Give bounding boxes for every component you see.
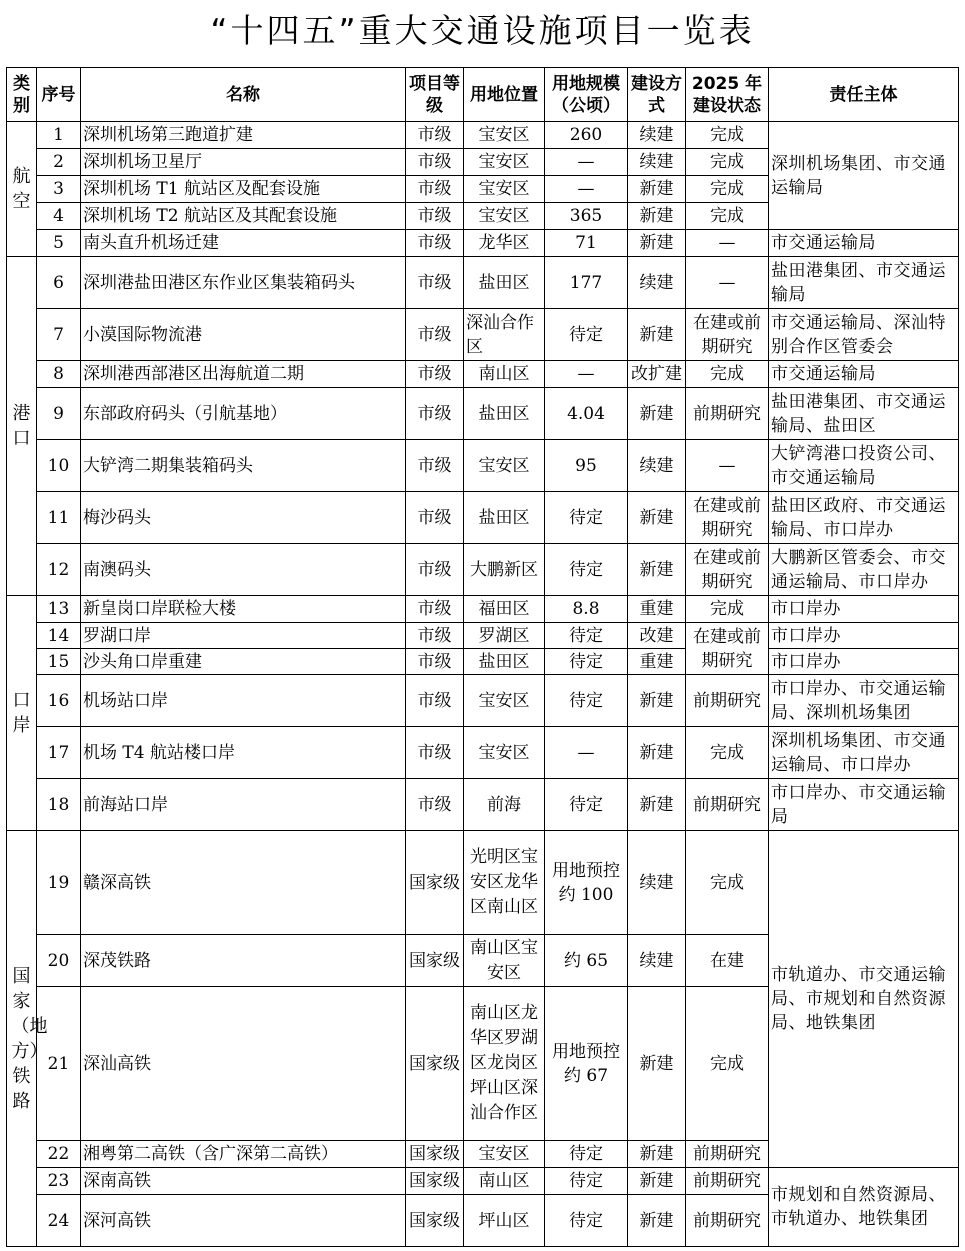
cell-name: 深圳港盐田港区东作业区集装箱码头 (81, 257, 406, 309)
cell-no: 7 (37, 309, 81, 361)
cell-status: 在建或前期研究 (686, 623, 769, 675)
cell-name: 深河高铁 (81, 1195, 406, 1247)
cell-no: 8 (37, 361, 81, 388)
cell-scale: 71 (545, 230, 628, 257)
cell-owner: 市口岸办 (769, 596, 959, 623)
cell-no: 13 (37, 596, 81, 623)
cell-no: 2 (37, 149, 81, 176)
cell-no: 14 (37, 623, 81, 649)
cell-name: 南澳码头 (81, 544, 406, 596)
cell-no: 19 (37, 831, 81, 935)
cell-scale: — (545, 361, 628, 388)
category-cell (7, 831, 48, 1247)
cell-grade: 市级 (406, 176, 464, 203)
cell-name: 梅沙码头 (81, 492, 406, 544)
table-row (7, 623, 959, 649)
cell-status: 完成 (686, 727, 769, 779)
cell-scale: 待定 (545, 1141, 628, 1168)
cell-owner: 盐田区政府、市交通运输局、市口岸办 (769, 492, 959, 544)
cell-mode: 改扩建 (628, 361, 686, 388)
cell-status: 完成 (686, 176, 769, 203)
cell-name: 罗湖口岸 (81, 623, 406, 649)
cell-scale: 用地预控约 67 (545, 987, 628, 1141)
cell-location: 龙华区 (464, 230, 545, 257)
cell-grade: 市级 (406, 230, 464, 257)
cell-grade: 市级 (406, 675, 464, 727)
cell-grade: 市级 (406, 203, 464, 230)
cell-no: 11 (37, 492, 81, 544)
cell-scale: 365 (545, 203, 628, 230)
cell-status: 完成 (686, 361, 769, 388)
cell-status: 前期研究 (686, 1195, 769, 1247)
document-title: “十四五”重大交通设施项目一览表 (210, 11, 755, 50)
cell-no: 16 (37, 675, 81, 727)
cell-scale: 待定 (545, 623, 628, 649)
cell-location: 盐田区 (464, 492, 545, 544)
cell-name: 小漠国际物流港 (81, 309, 406, 361)
cell-grade: 国家级 (406, 1168, 464, 1195)
cell-mode: 新建 (628, 675, 686, 727)
cell-status: 完成 (686, 122, 769, 149)
cell-owner: 市口岸办 (769, 623, 959, 649)
cell-location: 宝安区 (464, 203, 545, 230)
cell-no: 18 (37, 779, 81, 831)
category-cell (7, 122, 37, 257)
cell-scale: 待定 (545, 1195, 628, 1247)
cell-no: 21 (37, 987, 81, 1141)
cell-grade: 市级 (406, 727, 464, 779)
cell-location: 盐田区 (464, 257, 545, 309)
cell-scale: 约 65 (545, 935, 628, 987)
table-row (7, 675, 959, 727)
cell-name: 深圳机场 T2 航站区及其配套设施 (81, 203, 406, 230)
category-label: 口岸 (12, 690, 31, 736)
cell-grade: 市级 (406, 544, 464, 596)
cell-status: 在建 (686, 935, 769, 987)
cell-location: 宝安区 (464, 122, 545, 149)
cell-mode: 续建 (628, 831, 686, 935)
header-no: 序号 (37, 68, 81, 122)
cell-scale: 177 (545, 257, 628, 309)
cell-grade: 市级 (406, 388, 464, 440)
cell-no: 4 (37, 203, 81, 230)
cell-status: 前期研究 (686, 1141, 769, 1168)
table-row (7, 388, 959, 440)
header-owner: 责任主体 (769, 68, 959, 122)
cell-status: 前期研究 (686, 779, 769, 831)
cell-name: 南头直升机场迁建 (81, 230, 406, 257)
cell-status: 前期研究 (686, 388, 769, 440)
cell-location: 大鹏新区 (464, 544, 545, 596)
cell-name: 大铲湾二期集装箱码头 (81, 440, 406, 492)
header-mode: 建设方式 (628, 68, 686, 122)
cell-location: 宝安区 (464, 727, 545, 779)
cell-location: 宝安区 (464, 176, 545, 203)
cell-name: 深圳机场 T1 航站区及配套设施 (81, 176, 406, 203)
cell-mode: 重建 (628, 596, 686, 623)
cell-grade: 市级 (406, 361, 464, 388)
cell-mode: 新建 (628, 388, 686, 440)
cell-owner: 深圳机场集团、市交通运输局、市口岸办 (769, 727, 959, 779)
cell-mode: 新建 (628, 1141, 686, 1168)
table-row (7, 257, 959, 309)
header-grade: 项目等级 (406, 68, 464, 122)
cell-owner: 市口岸办、市交通运输局、深圳机场集团 (769, 675, 959, 727)
cell-scale: 95 (545, 440, 628, 492)
cell-name: 前海站口岸 (81, 779, 406, 831)
cell-mode: 续建 (628, 122, 686, 149)
cell-owner: 市交通运输局 (769, 230, 959, 257)
table-row (7, 1168, 959, 1195)
cell-status: 完成 (686, 203, 769, 230)
cell-grade: 市级 (406, 596, 464, 623)
cell-owner: 市轨道办、市交通运输局、市规划和自然资源局、地铁集团 (769, 831, 959, 1168)
cell-mode: 续建 (628, 257, 686, 309)
cell-scale: 8.8 (545, 596, 628, 623)
cell-grade: 市级 (406, 122, 464, 149)
cell-no: 23 (37, 1168, 81, 1195)
cell-no: 5 (37, 230, 81, 257)
cell-grade: 国家级 (406, 987, 464, 1141)
cell-location: 盐田区 (464, 649, 545, 675)
cell-location: 宝安区 (464, 675, 545, 727)
cell-location: 南山区龙华区罗湖区龙岗区坪山区深汕合作区 (464, 987, 545, 1141)
cell-status: — (686, 257, 769, 309)
cell-status: 前期研究 (686, 1168, 769, 1195)
table-row (7, 492, 959, 544)
cell-scale: — (545, 176, 628, 203)
header-status: 2025 年建设状态 (686, 68, 769, 122)
category-label: 港口 (12, 403, 31, 449)
cell-status: 在建或前期研究 (686, 309, 769, 361)
cell-grade: 市级 (406, 649, 464, 675)
cell-owner: 市交通运输局 (769, 361, 959, 388)
cell-owner: 大鹏新区管委会、市交通运输局、市口岸办 (769, 544, 959, 596)
cell-mode: 新建 (628, 987, 686, 1141)
cell-status: — (686, 230, 769, 257)
cell-scale: 待定 (545, 492, 628, 544)
cell-mode: 续建 (628, 935, 686, 987)
cell-scale: 待定 (545, 675, 628, 727)
cell-no: 10 (37, 440, 81, 492)
cell-no: 9 (37, 388, 81, 440)
cell-scale: 用地预控约 100 (545, 831, 628, 935)
table-row (7, 230, 959, 257)
cell-status: 完成 (686, 149, 769, 176)
cell-scale: 待定 (545, 649, 628, 675)
cell-name: 沙头角口岸重建 (81, 649, 406, 675)
header-scale: 用地规模（公顷） (545, 68, 628, 122)
cell-name: 机场站口岸 (81, 675, 406, 727)
cell-scale: — (545, 727, 628, 779)
cell-grade: 国家级 (406, 831, 464, 935)
cell-location: 前海 (464, 779, 545, 831)
table-row (7, 831, 959, 935)
cell-mode: 新建 (628, 309, 686, 361)
cell-name: 湘粤第二高铁（含广深第二高铁） (81, 1141, 406, 1168)
cell-status: 完成 (686, 987, 769, 1141)
cell-grade: 市级 (406, 492, 464, 544)
category-label: 航空 (12, 166, 31, 212)
table-row (7, 649, 959, 675)
cell-grade: 市级 (406, 440, 464, 492)
cell-grade: 市级 (406, 779, 464, 831)
cell-name: 赣深高铁 (81, 831, 406, 935)
cell-grade: 国家级 (406, 1195, 464, 1247)
cell-scale: 260 (545, 122, 628, 149)
header-category: 类别 (7, 68, 37, 122)
cell-mode: 新建 (628, 727, 686, 779)
cell-grade: 市级 (406, 623, 464, 649)
cell-status: 前期研究 (686, 675, 769, 727)
cell-name: 深汕高铁 (81, 987, 406, 1141)
table-row (7, 361, 959, 388)
cell-mode: 新建 (628, 176, 686, 203)
cell-name: 新皇岗口岸联检大楼 (81, 596, 406, 623)
cell-no: 6 (37, 257, 81, 309)
cell-mode: 改建 (628, 623, 686, 649)
cell-mode: 新建 (628, 492, 686, 544)
cell-name: 机场 T4 航站楼口岸 (81, 727, 406, 779)
cell-location: 宝安区 (464, 440, 545, 492)
cell-location: 南山区宝安区 (464, 935, 545, 987)
cell-name: 深圳港西部港区出海航道二期 (81, 361, 406, 388)
cell-mode: 重建 (628, 649, 686, 675)
cell-mode: 新建 (628, 1168, 686, 1195)
cell-location: 坪山区 (464, 1195, 545, 1247)
cell-mode: 新建 (628, 1195, 686, 1247)
cell-name: 深圳机场第三跑道扩建 (81, 122, 406, 149)
cell-mode: 新建 (628, 544, 686, 596)
table-row (7, 440, 959, 492)
table-row (7, 544, 959, 596)
cell-no: 17 (37, 727, 81, 779)
table-header-row (7, 68, 959, 122)
cell-status: 完成 (686, 831, 769, 935)
cell-mode: 续建 (628, 440, 686, 492)
cell-scale: 待定 (545, 544, 628, 596)
cell-scale: 待定 (545, 1168, 628, 1195)
cell-scale: 待定 (545, 779, 628, 831)
cell-status: — (686, 440, 769, 492)
cell-name: 东部政府码头（引航基地） (81, 388, 406, 440)
cell-mode: 新建 (628, 203, 686, 230)
cell-location: 福田区 (464, 596, 545, 623)
cell-scale: 待定 (545, 309, 628, 361)
cell-owner: 盐田港集团、市交通运输局、盐田区 (769, 388, 959, 440)
cell-name: 深南高铁 (81, 1168, 406, 1195)
table-row (7, 727, 959, 779)
cell-no: 1 (37, 122, 81, 149)
category-cell (7, 257, 37, 596)
cell-location: 宝安区 (464, 1141, 545, 1168)
cell-status: 在建或前期研究 (686, 492, 769, 544)
cell-owner: 市交通运输局、深汕特别合作区管委会 (769, 309, 959, 361)
cell-owner: 市口岸办 (769, 649, 959, 675)
cell-location: 罗湖区 (464, 623, 545, 649)
cell-no: 20 (37, 935, 81, 987)
cell-location: 光明区宝安区龙华区南山区 (464, 831, 545, 935)
cell-no: 3 (37, 176, 81, 203)
cell-no: 22 (37, 1141, 81, 1168)
cell-owner: 市规划和自然资源局、市轨道办、地铁集团 (769, 1168, 959, 1247)
cell-owner: 盐田港集团、市交通运输局 (769, 257, 959, 309)
cell-status: 在建或前期研究 (686, 544, 769, 596)
header-location: 用地位置 (464, 68, 545, 122)
cell-owner: 大铲湾港口投资公司、市交通运输局 (769, 440, 959, 492)
project-table (6, 67, 959, 1247)
cell-location: 南山区 (464, 361, 545, 388)
cell-location: 盐田区 (464, 388, 545, 440)
cell-no: 24 (37, 1195, 81, 1247)
table-row (7, 309, 959, 361)
cell-location: 南山区 (464, 1168, 545, 1195)
cell-mode: 新建 (628, 779, 686, 831)
cell-scale: 4.04 (545, 388, 628, 440)
cell-grade: 国家级 (406, 935, 464, 987)
cell-location: 深汕合作区 (464, 309, 545, 361)
cell-name: 深圳机场卫星厅 (81, 149, 406, 176)
cell-grade: 国家级 (406, 1141, 464, 1168)
cell-owner: 深圳机场集团、市交通运输局 (769, 122, 959, 230)
cell-no: 15 (37, 649, 81, 675)
table-row (7, 779, 959, 831)
cell-owner: 市口岸办、市交通运输局 (769, 779, 959, 831)
cell-mode: 续建 (628, 149, 686, 176)
category-cell (7, 596, 37, 831)
cell-grade: 市级 (406, 257, 464, 309)
table-row (7, 596, 959, 623)
cell-no: 12 (37, 544, 81, 596)
cell-grade: 市级 (406, 149, 464, 176)
cell-name: 深茂铁路 (81, 935, 406, 987)
cell-location: 宝安区 (464, 149, 545, 176)
category-label: 国家（地方）铁路 (11, 965, 48, 1112)
table-row (7, 122, 959, 149)
header-name: 名称 (81, 68, 406, 122)
cell-mode: 新建 (628, 230, 686, 257)
cell-scale: — (545, 149, 628, 176)
cell-grade: 市级 (406, 309, 464, 361)
cell-status: 完成 (686, 596, 769, 623)
